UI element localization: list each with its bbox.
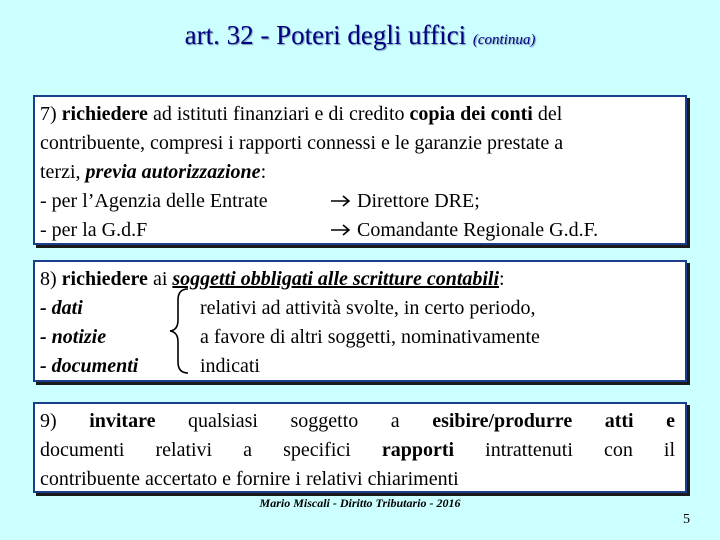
- slide-title: [0, 20, 720, 51]
- footer-credit: Mario Miscali - Diritto Tributario - 2016: [259, 496, 461, 510]
- box7-line1: 7) richiedere ad istituti finanziari e di credito copia dei conti del: [40, 103, 563, 125]
- box9-line3: contribuente accertato e fornire i relativi chiarimenti: [40, 468, 459, 490]
- box9-line2: documenti relativi a specifici rapporti intrattenuti con il: [40, 439, 676, 461]
- title-subtitle: (continua): [472, 32, 536, 48]
- box8-line1: 8) richiedere ai soggetti obbligati alle scritture contabili:: [40, 268, 505, 290]
- box8-item-documenti: - documenti indicati: [40, 355, 260, 377]
- paragraph-box-9: [33, 402, 687, 493]
- paragraph-box-8: [33, 260, 687, 382]
- arrow-right-icon: [330, 194, 352, 208]
- title-main: art. 32 - Poteri degli uffici: [184, 20, 467, 50]
- arrow-right-icon: [330, 223, 352, 237]
- curly-brace-icon: [168, 286, 198, 376]
- page-number: 5: [683, 512, 690, 527]
- box7-row-gdf: - per la G.d.F Comandante Regionale G.d.F.: [40, 219, 599, 241]
- box7-line3: terzi, previa autorizzazione:: [40, 161, 267, 183]
- paragraph-box-7: [33, 95, 687, 245]
- box7-line2: contribuente, compresi i rapporti connessi e le garanzie prestate a: [40, 132, 564, 154]
- box8-item-notizie: - notizie a favore di altri soggetti, nominativamente: [40, 326, 540, 348]
- box9-line1: 9) invitare qualsiasi soggetto a esibire/produrre atti e: [40, 410, 675, 432]
- box8-item-dati: - dati relativi ad attività svolte, in certo periodo,: [40, 297, 536, 319]
- box7-row-agenzia: - per l’Agenzia delle Entrate Direttore DRE;: [40, 190, 480, 212]
